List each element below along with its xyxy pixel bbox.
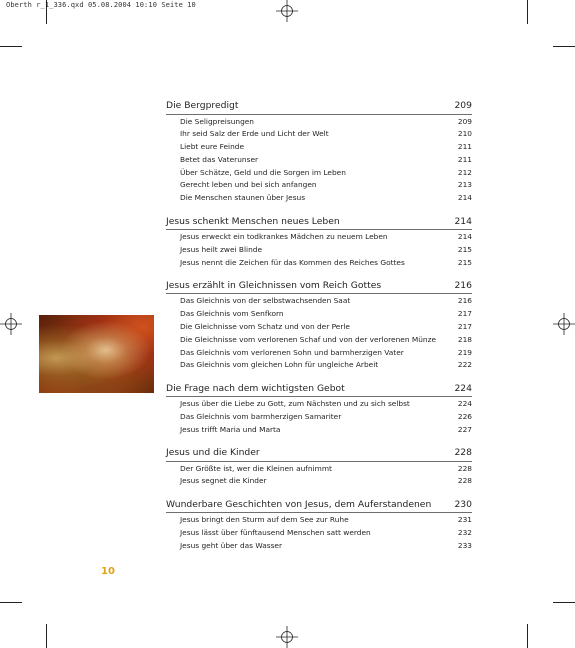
crop-mark [0,46,22,47]
toc-entry [166,527,472,540]
toc-section [166,381,472,437]
toc-entry [166,540,472,553]
toc-entry [166,398,472,411]
toc-entry-title: Das Gleichnis vom Senfkorn [180,309,284,319]
toc-entry-page: 214 [457,232,472,242]
toc-entry-page: 228 [457,463,472,473]
registration-mark-icon [276,626,298,648]
toc-entry [166,321,472,334]
toc-section-page: 224 [454,382,472,394]
toc-entry-page: 228 [457,476,472,486]
crop-mark [0,602,22,603]
toc-entry [166,154,472,167]
toc-entry [166,463,472,476]
toc-section [166,445,472,488]
toc-entry-page: 212 [457,167,472,177]
toc-entry-title: Die Gleichnisse vom Schatz und von der Perle [180,322,350,332]
toc-section-heading [166,381,472,398]
toc-entry-title: Die Seligpreisungen [180,116,254,126]
toc-entry [166,334,472,347]
toc-entry-title: Die Menschen staunen über Jesus [180,193,306,203]
toc-entry [166,179,472,192]
toc-section [166,497,472,553]
toc-entry-title: Jesus lässt über fünftausend Menschen satt werden [180,528,371,538]
toc-entry-page: 222 [457,360,472,370]
toc-entry-page: 211 [457,142,472,152]
crop-mark [46,0,47,24]
toc-entry-page: 219 [457,347,472,357]
toc-section [166,214,472,270]
registration-mark-icon [553,313,575,335]
toc-entry [166,475,472,488]
toc-entry [166,167,472,180]
toc-entry [166,192,472,205]
crop-mark [527,624,528,648]
toc-section-heading [166,445,472,462]
toc-entry-page: 226 [457,412,472,422]
toc-entry [166,347,472,360]
toc-entry [166,128,472,141]
toc-entry [166,359,472,372]
toc-section-title: Jesus schenkt Menschen neues Leben [166,215,340,227]
toc-entry-title: Das Gleichnis vom barmherzigen Samariter [180,412,342,422]
toc-section-heading [166,278,472,295]
toc-entry-page: 218 [457,334,472,344]
toc-entry [166,141,472,154]
toc-section-heading [166,214,472,231]
toc-entry-page: 214 [457,193,472,203]
toc-entry-title: Jesus erweckt ein todkrankes Mädchen zu neuem Leben [180,232,388,242]
page-number: 10 [101,566,115,577]
toc-entry-title: Jesus nennt die Zeichen für das Kommen des Reiches Gottes [180,257,405,267]
toc-entry-title: Jesus geht über das Wasser [180,540,283,550]
painting-detail-image [39,315,154,393]
registration-mark-icon [0,313,22,335]
toc-section-title: Die Frage nach dem wichtigsten Gebot [166,382,345,394]
toc-entry-title: Der Größte ist, wer die Kleinen aufnimmt [180,463,332,473]
toc-entry [166,308,472,321]
toc-entry-page: 217 [457,309,472,319]
toc-section-page: 216 [454,279,472,291]
toc-entry [166,424,472,437]
toc-entry-page: 211 [457,154,472,164]
toc-entry-title: Gerecht leben und bei sich anfangen [180,180,317,190]
toc-entry-page: 213 [457,180,472,190]
toc-section-page: 209 [454,100,472,111]
toc-section-page: 228 [454,447,472,459]
toc-entry-title: Jesus heilt zwei Blinde [180,244,263,254]
toc-section-heading [166,497,472,514]
toc-entry-title: Liebt eure Feinde [180,142,245,152]
toc-entry-title: Jesus über die Liebe zu Gott, zum Nächsten und zu sich selbst [180,399,410,409]
toc-entry-title: Die Gleichnisse vom verlorenen Schaf und von der verlorenen Münze [180,334,437,344]
toc-entry-title: Über Schätze, Geld und die Sorgen im Leben [180,167,346,177]
toc-entry-page: 217 [457,322,472,332]
toc-section-page: 230 [454,498,472,510]
toc-entry-title: Jesus segnet die Kinder [180,476,267,486]
toc-entry-page: 232 [457,528,472,538]
toc-entry-title: Das Gleichnis vom gleichen Lohn für ungleiche Arbeit [180,360,379,370]
toc-section-title: Jesus und die Kinder [166,447,260,459]
toc-entry-page: 224 [457,399,472,409]
toc-section-title: Jesus erzählt in Gleichnissen vom Reich Gottes [166,279,382,291]
toc-entry-title: Betet das Vaterunser [180,154,259,164]
toc-entry-page: 227 [457,424,472,434]
toc-entry-title: Ihr seid Salz der Erde und Licht der Welt [180,129,329,139]
toc-section [166,98,472,205]
toc-section-heading [166,98,472,115]
toc-entry-page: 210 [457,129,472,139]
toc-entry-page: 215 [457,257,472,267]
toc-entry-title: Das Gleichnis von der selbstwachsenden Saat [180,296,351,306]
crop-mark [46,624,47,648]
crop-mark [553,46,575,47]
table-of-contents [166,98,472,561]
toc-entry-page: 209 [457,116,472,126]
toc-entry [166,244,472,257]
toc-entry-title: Das Gleichnis vom verlorenen Sohn und barmherzigen Vater [180,347,404,357]
printer-slug: Oberth r_1_336.qxd 05.08.2004 10:10 Seite 10 [6,1,196,9]
toc-entry [166,257,472,270]
toc-section-title: Wunderbare Geschichten von Jesus, dem Auferstandenen [166,498,432,510]
toc-entry [166,116,472,129]
crop-mark [527,0,528,24]
registration-mark-icon [276,0,298,22]
toc-section [166,278,472,372]
toc-entry-title: Jesus bringt den Sturm auf dem See zur Ruhe [180,515,349,525]
toc-entry-page: 231 [457,515,472,525]
crop-mark [553,602,575,603]
toc-entry-page: 216 [457,296,472,306]
toc-entry [166,295,472,308]
toc-section-title: Die Bergpredigt [166,100,239,111]
toc-entry [166,514,472,527]
toc-entry-title: Jesus trifft Maria und Marta [180,424,281,434]
toc-section-page: 214 [454,215,472,227]
toc-entry [166,231,472,244]
toc-entry-page: 215 [457,244,472,254]
toc-entry [166,411,472,424]
toc-entry-page: 233 [457,540,472,550]
